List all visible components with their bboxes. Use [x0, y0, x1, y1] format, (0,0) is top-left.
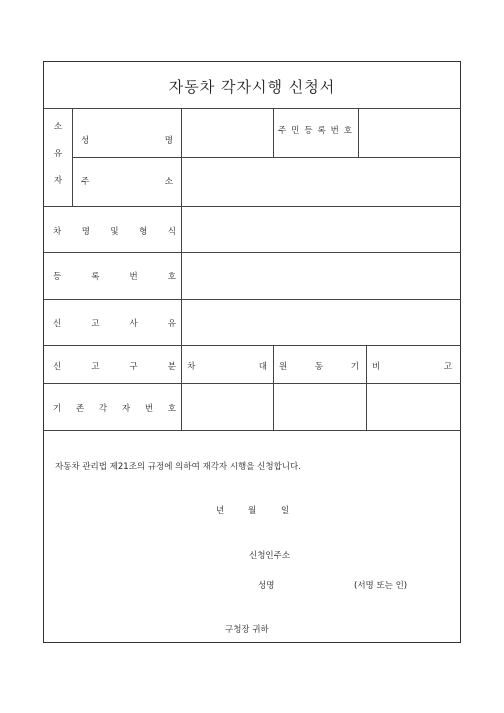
resident-no-field[interactable]: [361, 112, 457, 154]
signature-note: (서명 또는 인): [354, 581, 408, 591]
row-divider: [44, 206, 461, 207]
reason-label: 신 고 사 유: [53, 319, 176, 329]
applicant-address-label: 신청인주소: [249, 551, 291, 561]
owner-group-label: [52, 121, 64, 202]
row-divider: [44, 345, 461, 346]
statement-text: 자동차 관리법 제21조의 규정에 의하여 재각자 시행을 신청합니다.: [55, 462, 301, 472]
owner-char: 소: [53, 122, 63, 132]
date-year: 년: [216, 506, 225, 516]
column-divider: [366, 345, 367, 430]
date-day: 일: [281, 506, 290, 516]
address-label: 주 소: [81, 177, 173, 187]
category-col-chassis: 차 대: [187, 362, 267, 372]
column-divider: [273, 108, 274, 157]
reg-no-field[interactable]: [184, 255, 456, 295]
category-col-remarks: 비 고: [372, 362, 452, 372]
existing-remarks-field[interactable]: [369, 386, 457, 426]
signature-label: 성명: [258, 581, 275, 591]
row-divider: [44, 299, 461, 300]
reason-field[interactable]: [184, 302, 456, 342]
name-label: 성 명: [81, 136, 173, 146]
resident-no-label: 주 민 등 록 번 호: [278, 126, 352, 136]
car-model-label: 차 명 및 형 식: [53, 227, 176, 237]
column-divider: [72, 108, 73, 206]
category-col-engine: 원 동 기: [279, 362, 359, 372]
existing-chassis-field[interactable]: [184, 386, 270, 426]
column-divider: [273, 345, 274, 430]
row-divider: [44, 252, 461, 253]
column-divider: [181, 108, 182, 430]
row-divider: [44, 430, 461, 431]
existing-no-label: 기 존 각 자 번 호: [53, 404, 176, 414]
application-form: [43, 61, 461, 643]
row-divider: [72, 157, 461, 158]
column-divider: [358, 108, 359, 157]
category-label: 신 고 구 분: [53, 362, 176, 372]
date-month: 월: [248, 506, 257, 516]
row-divider: [44, 383, 461, 384]
row-divider: [44, 108, 461, 109]
address-field[interactable]: [184, 160, 456, 202]
name-field[interactable]: [184, 112, 270, 154]
car-model-field[interactable]: [184, 209, 456, 249]
owner-char: 유: [53, 149, 63, 159]
addressee: 구청장 귀하: [225, 625, 269, 635]
reg-no-label: 등 록 번 호: [53, 272, 176, 282]
existing-engine-field[interactable]: [276, 386, 362, 426]
owner-char: 자: [53, 176, 63, 186]
form-title: 자동차 각자시행 신청서: [168, 78, 336, 96]
